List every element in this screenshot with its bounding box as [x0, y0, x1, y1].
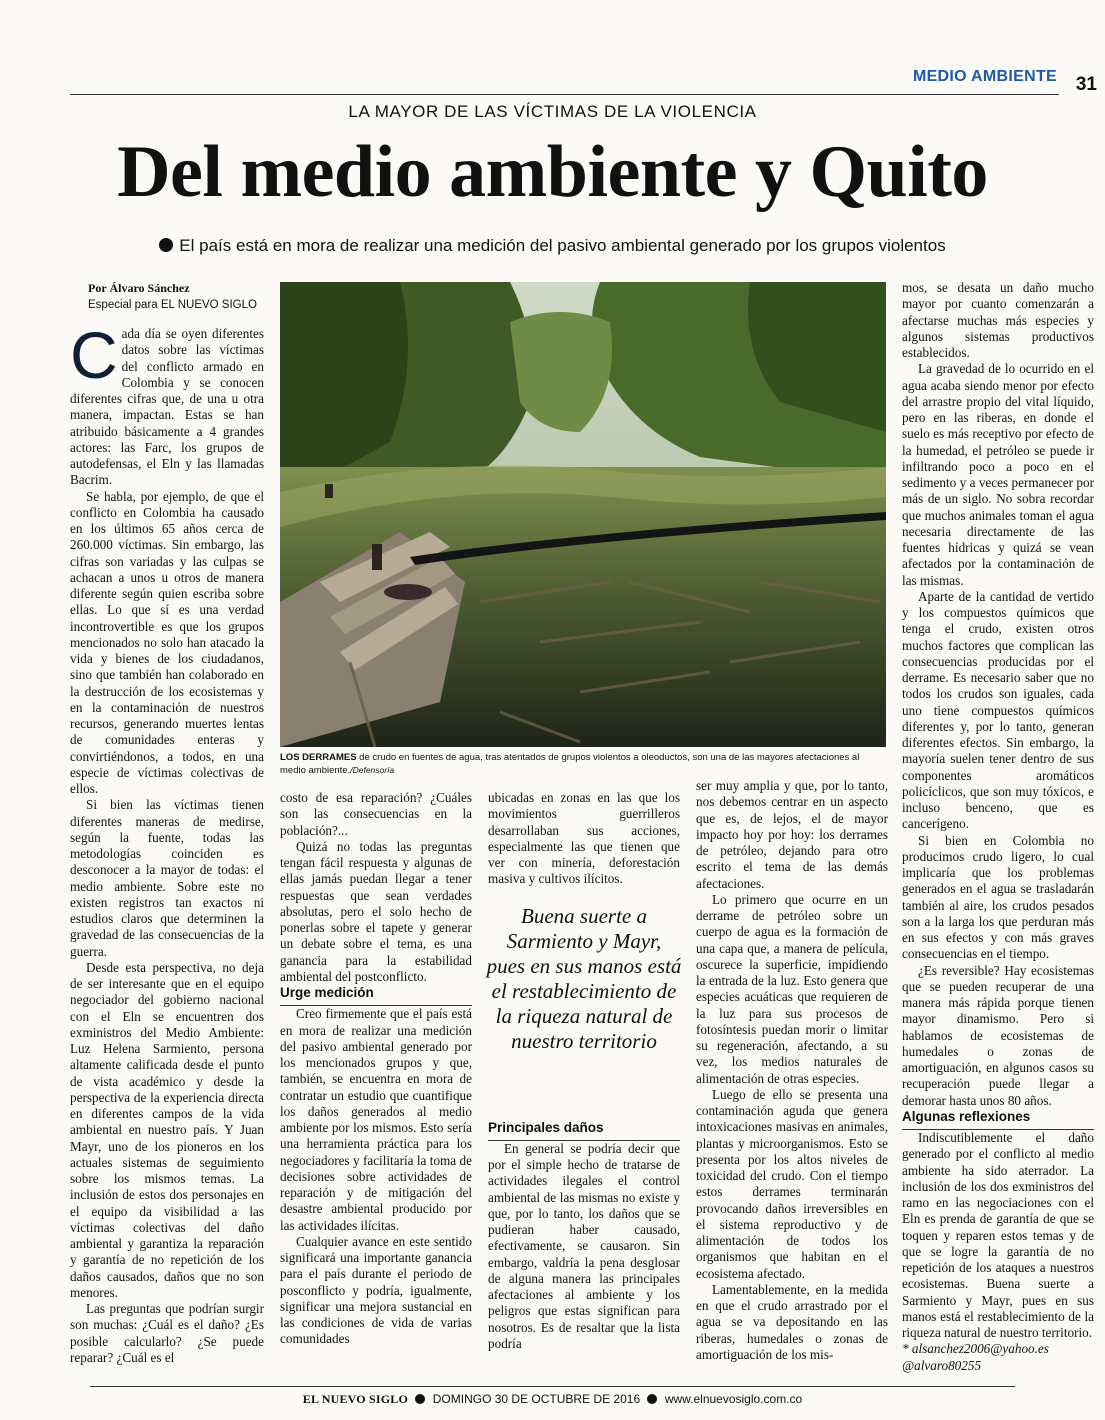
article-paragraph: Cualquier avance en este sentido significará una importante ganancia para el país durante el periodo de posconflicto y podría, igualmente, significar una mejora sustancial en las condiciones de vida de varias comunidades — [280, 1233, 472, 1347]
article-paragraph: Indiscutiblemente el daño generado por el conflicto al medio ambiente ha sido aterrador. La inclusión de los dos exministros del ramo en las negociaciones con el Eln es prenda de garantía de que se toquen y reparen estos temas y de que se logre la garantía de no repetición de los ataques a nuestros ecosistemas. Buena suerte a Sarmiento y Mayr, pues en sus manos está el restablecimiento de la riqueza natural de nuestro territorio. — [902, 1130, 1094, 1340]
signoff-email: * alsanchez2006@yahoo.es — [902, 1341, 1049, 1357]
drop-cap: C — [70, 318, 118, 392]
headline: Del medio ambiente y Quito — [117, 131, 988, 213]
article-paragraph: Las preguntas que podrían surgir son muchas: ¿Cuál es el daño? ¿Es posible calcularlo? ¿Se puede reparar? ¿Cuál es el — [70, 1301, 264, 1365]
caption-text: de crudo en fuentes de agua, tras atentados de grupos violentos a oleoductos, son una de las mayores afectaciones al medio ambiente. — [280, 752, 860, 776]
footer-url: www.elnuevosiglo.com.co — [664, 1392, 803, 1406]
article-paragraph: Lamentablemente, en la medida en que el crudo arrastrado por el agua se va depositando en las riberas, humedales o zonas de amortiguación de los mis- — [696, 1281, 888, 1362]
article-paragraph: Quizá no todas las preguntas tengan fácil respuesta y algunas de ellas jamás puedan llegar a tener respuestas que sean verdades absolutas, pero el solo hecho de ponerlas sobre el tapete y generar un debate sobre el tema, es una ganancia para la estabilidad ambiental del postconflicto. — [280, 838, 472, 984]
article-paragraph: ubicadas en zonas en las que los movimientos guerrilleros desarrollaban sus acciones, especialmente las que tienen que ver con minería, deforestación masiva y cultivos ilícitos. — [488, 790, 680, 887]
article-paragraph: ¿Es reversible? Hay ecosistemas que se pueden recuperar de una manera más rápida porque tienen mayor dinamismo. Pero si hablamos de ecosistemas de humedales o zonas de amortiguación, en algunos casos su recuperación puede llegar a demorar hasta unos 80 años. — [902, 962, 1094, 1108]
byline-affiliation: Especial para EL NUEVO SIGLO — [88, 299, 257, 311]
bullet-icon — [159, 238, 173, 252]
pull-quote: Buena suerte a Sarmiento y Mayr, pues en sus manos está el restablecimiento de la riqueza natural de nuestro territorio — [486, 904, 682, 1053]
article-column-3 — [488, 790, 680, 1352]
bullet-icon — [647, 1394, 657, 1404]
article-paragraph: Si bien en Colombia no producimos crudo ligero, lo cual implicaría que los problemas generados en el agua se trasladarán también al aire, los crudos pesados son a la larga los que perduran más en sus efectos y con más graves consecuencias en el tiempo. — [902, 832, 1094, 962]
subhead-text: El país está en mora de realizar una medición del pasivo ambiental generado por los grupos violentos — [179, 236, 946, 255]
article-paragraph: Creo firmemente que el país está en mora de realizar una medición del pasivo ambiental generado por los mencionados grupos y que, también, se encuentra en mora de contratar un estudio que cuantifique los daños generados al medio ambiente por los mismos. Esto sería una herramienta práctica para los negociadores y facilitaría la toma de decisiones sobre actividades de reparación y de mitigación del desastre ambiental producido por las actividades ilícitas. — [280, 1006, 472, 1233]
article-column-2 — [280, 790, 472, 1348]
page-number: 31 — [1075, 74, 1097, 95]
subhead — [0, 236, 1105, 256]
subtitle-algunas-reflexiones: Algunas reflexiones — [902, 1109, 1094, 1130]
header-rule — [70, 94, 1059, 95]
river-photo — [280, 282, 886, 747]
caption-credit: /Defensoría — [350, 765, 395, 775]
paragraph-text: ada día se oyen diferentes datos sobre las víctimas del conflicto armado en Colombia y se conocen diferentes cifras que, de una u otra manera, impactan. Estas se han atribuido básicamente a 4 grandes actores: las Farc, los grupos de autodefensas, el Eln y las llamadas Bacrim. — [70, 326, 264, 488]
signoff-handle: @alvaro80255 — [902, 1357, 982, 1373]
article-paragraph: Lo primero que ocurre en un derrame de petróleo sobre un cuerpo de agua es la formación de una capa que, a manera de película, oscurece la superficie, impidiendo la entrada de la luz. Esto genera que especies acuáticas que requieren de la luz para sus procesos de fotosíntesis puedan morir o limitar su regeneración, afectando, a su vez, los medios naturales de alimentación de otras especies. — [696, 891, 888, 1086]
section-label: MEDIO AMBIENTE — [912, 68, 1057, 85]
article-column-5 — [902, 280, 1094, 1374]
article-paragraph: La gravedad de lo ocurrido en el agua acaba siendo menor por efecto del arrastre propio del vital líquido, pero en las riberas, en donde el suelo es más receptivo por efecto de la humedad, el petróleo se puede ir infiltrando poco a poco en el sedimento y a veces permanecer por más de un siglo. No sobra recordar que muchos animales toman el agua necesaria directamente de las fuentes hídricas y quizá se vean afectados por la contaminación de las mismas. — [902, 361, 1094, 588]
article-paragraph — [70, 318, 264, 489]
article-paragraph: mos, se desata un daño mucho mayor por cuanto comenzarán a afectarse muchas más especies y algunos sistemas productivos establecidos. — [902, 280, 1094, 360]
kicker: LA MAYOR DE LAS VÍCTIMAS DE LA VIOLENCIA — [348, 102, 757, 121]
bullet-icon — [415, 1394, 425, 1404]
footer-date: DOMINGO 30 DE OCTUBRE DE 2016 — [432, 1392, 641, 1406]
article-column-1 — [70, 318, 264, 1366]
footer — [0, 1392, 1105, 1407]
subtitle-principales-danos: Principales daños — [488, 1120, 680, 1141]
article-paragraph: Desde esta perspectiva, no deja de ser interesante que en el equipo negociador del gobierno nacional con el Eln se encuentren dos exministros del Medio Ambiente: Luz Helena Sarmiento, persona altamente calificada desde el punto de vista académico y desde la perspectiva de la experiencia directa en diferentes campos de la vida ambiental en nuestro país. Y Juan Mayr, uno de los pioneros en los actuales sistemas de seguimiento sobre los mismos temas. La inclusión de estos dos personajes en el equipo da visibilidad a las víctimas colectivas del daño ambiental y garantiza la reparación y garantía de no repetición de los daños causados, daños que no son menores. — [70, 959, 264, 1300]
article-paragraph: En general se podría decir que por el simple hecho de tratarse de actividades ilegales el control ambiental de las mismas no existe y que, por lo tanto, los daños que se pudieran haber causado, efectivamente, se causaron. Sin embargo, valdría la pena desglosar de alguna manera las principales afectaciones al ambiente y los peligros que estas significan para nosotros. Es de resaltar que la lista podría — [488, 1140, 680, 1351]
footer-rule — [90, 1386, 1015, 1387]
byline-author: Por Álvaro Sánchez — [88, 281, 190, 295]
subtitle-urge-medicion: Urge medición — [280, 985, 472, 1006]
article-paragraph: Se habla, por ejemplo, de que el conflicto en Colombia ha causado en los últimos 65 años cerca de 260.000 víctimas. Sin embargo, las cifras son variadas y las culpas se achacan a unos u otros de manera diferente según quien escriba sobre ellas. Lo que sí es una verdad incontrovertible es que los grupos mencionados no solo han atacado la vida y bienes de los ciudadanos, sino que también han colaborado en la destrucción de los ecosistemas y en la contaminación de nuestros recursos, generando muertes lentas de comunidades enteras y convirtiéndonos, a todos, en una especie de víctimas colectivas de ellos. — [70, 488, 264, 796]
caption-lead: LOS DERRAMES — [280, 752, 357, 763]
article-column-4 — [696, 778, 888, 1363]
article-paragraph: ser muy amplia y que, por lo tanto, nos debemos centrar en un aspecto que es, de lejos, el de mayor impacto hoy por hoy: los derrames de petróleo, dejando para otro escrito el tema de las demás afectaciones. — [696, 778, 888, 891]
article-paragraph: costo de esa reparación? ¿Cuáles son las consecuencias en la población?... — [280, 790, 472, 838]
article-paragraph: Si bien las víctimas tienen diferentes maneras de medirse, según la fuente, todas las metodologías coinciden es desconocer a la mayor de todas: el medio ambiente. Sobre este no existen registros tan exactos ni estudios claros que determinen la gravedad de las consecuencias de la guerra. — [70, 797, 264, 959]
footer-logo: EL NUEVO SIGLO — [302, 1392, 409, 1406]
article-paragraph: Luego de ello se presenta una contaminación aguda que genera intoxicaciones masivas en animales, plantas y microorganismos. Esto se presenta por los altos niveles de toxicidad del crudo. Con el tiempo estos derrames terminarán provocando daños irreversibles en el sistema reproductivo y de alimentación de todos los organismos que habitan en el ecosistema afectado. — [696, 1086, 888, 1281]
article-paragraph: Aparte de la cantidad de vertido y los compuestos químicos que tenga el crudo, existen otros muchos factores que complican las consecuencias producidas por el derrame. Es necesario saber que no todos los crudos son iguales, cada uno tiene compuestos químicos diferentes y, por lo tanto, generan diferentes efectos. Sin embargo, la mayoría suelen tener dentro de sus componentes aromáticos policíclicos, que son muy tóxicos, e incluso benceno, que es cancerígeno. — [902, 588, 1094, 832]
byline — [88, 280, 257, 313]
river-photo-illustration — [280, 282, 886, 747]
photo-caption — [280, 751, 886, 777]
